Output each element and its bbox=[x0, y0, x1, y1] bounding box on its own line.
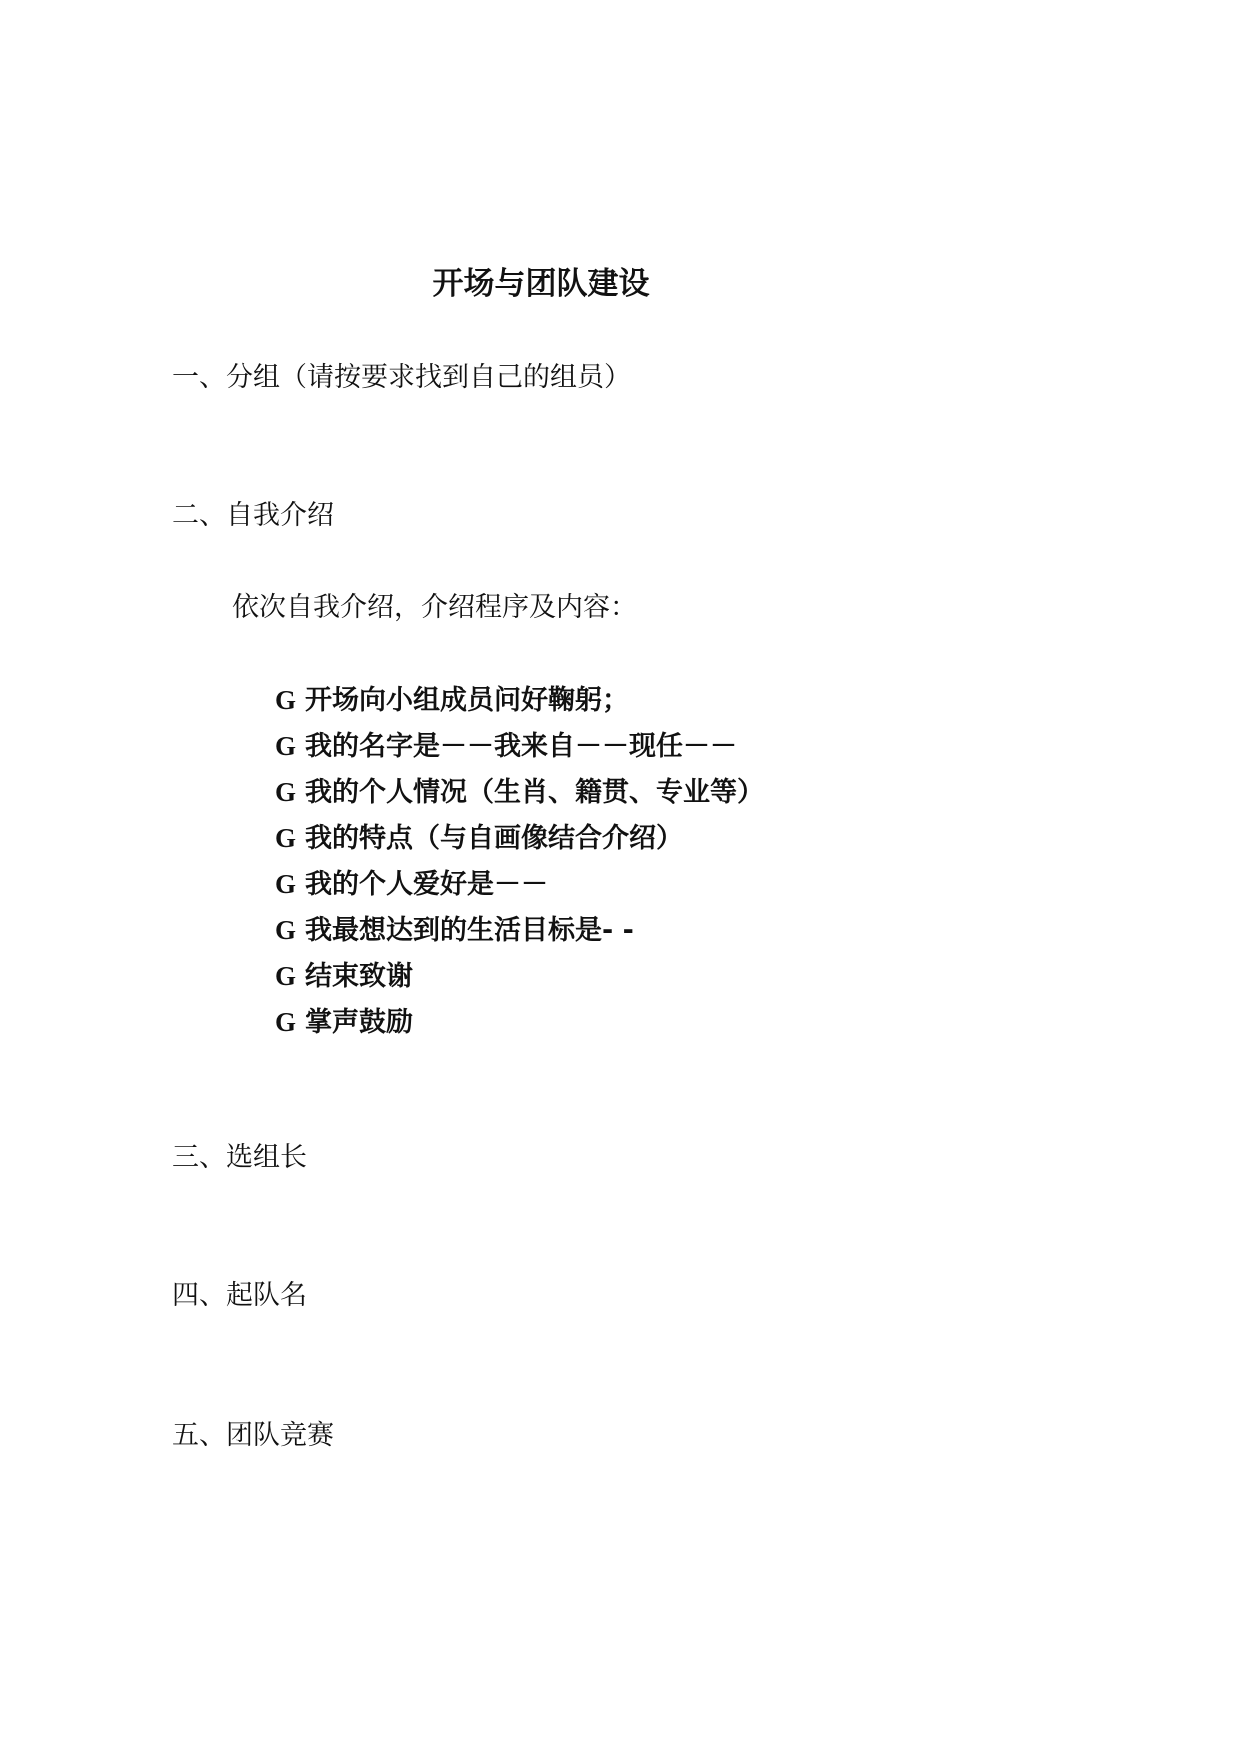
step-text: 我的特点（与自画像结合介绍） bbox=[305, 823, 683, 854]
list-item bbox=[275, 774, 764, 820]
bullet-marker: G bbox=[275, 731, 297, 761]
bullet-marker: G bbox=[275, 777, 297, 807]
section-grouping: 一、分组（请按要求找到自己的组员） bbox=[172, 362, 631, 393]
list-item bbox=[275, 912, 764, 958]
list-item bbox=[275, 958, 764, 1004]
page-title: 开场与团队建设 bbox=[432, 266, 650, 302]
step-text: 结束致谢 bbox=[305, 961, 413, 992]
bullet-marker: G bbox=[275, 961, 297, 991]
bullet-marker: G bbox=[275, 823, 297, 853]
step-text: 我的个人情况（生肖、籍贯、专业等） bbox=[305, 777, 764, 808]
section-team-name: 四、起队名 bbox=[172, 1280, 307, 1311]
bullet-marker: G bbox=[275, 685, 297, 715]
step-text: 开场向小组成员问好鞠躬； bbox=[305, 685, 629, 716]
step-text: 我的个人爱好是－－ bbox=[305, 869, 548, 900]
list-item bbox=[275, 866, 764, 912]
step-text: 我最想达到的生活目标是- - bbox=[305, 915, 634, 946]
introduction-steps-list bbox=[275, 682, 764, 1050]
section-self-introduction: 二、自我介绍 bbox=[172, 500, 334, 531]
section-choose-leader: 三、选组长 bbox=[172, 1142, 307, 1173]
step-text: 掌声鼓励 bbox=[305, 1007, 413, 1038]
list-item bbox=[275, 682, 764, 728]
section-team-competition: 五、团队竞赛 bbox=[172, 1420, 334, 1451]
list-item bbox=[275, 820, 764, 866]
list-item bbox=[275, 1004, 764, 1050]
bullet-marker: G bbox=[275, 915, 297, 945]
step-text: 我的名字是－－我来自－－现任－－ bbox=[305, 731, 737, 762]
bullet-marker: G bbox=[275, 869, 297, 899]
bullet-marker: G bbox=[275, 1007, 297, 1037]
intro-paragraph: 依次自我介绍，介绍程序及内容： bbox=[232, 592, 637, 623]
list-item bbox=[275, 728, 764, 774]
